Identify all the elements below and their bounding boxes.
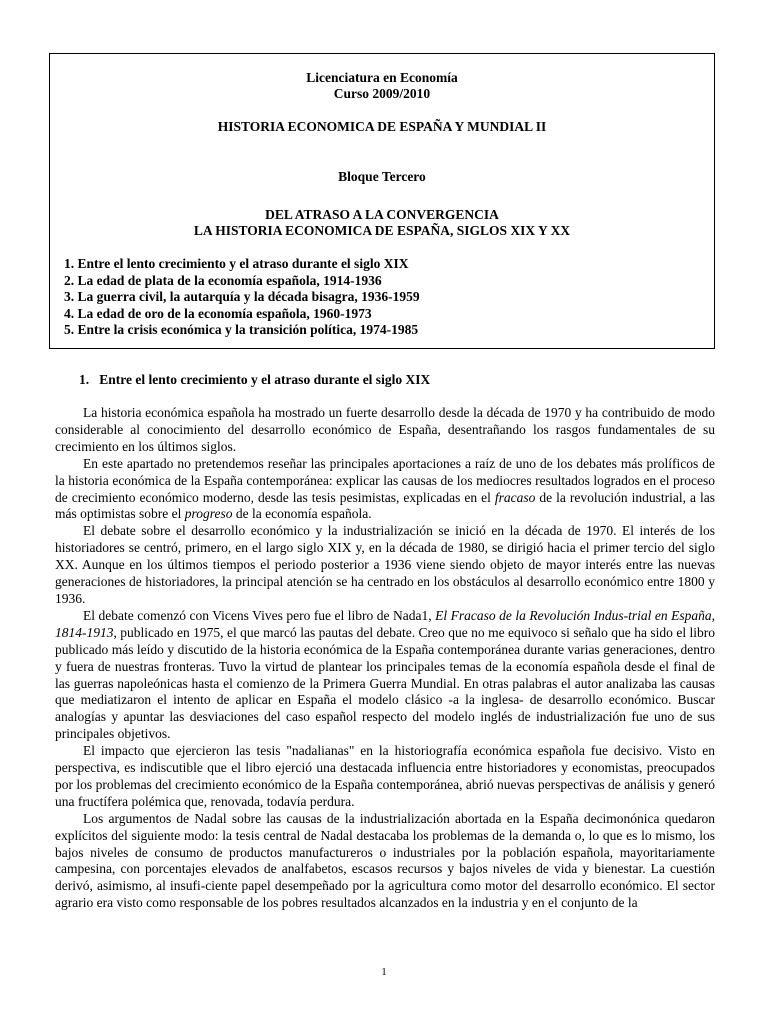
- body-text: [55, 405, 715, 912]
- course-title: HISTORIA ECONOMICA DE ESPAÑA Y MUNDIAL II: [217, 119, 547, 134]
- block-title-2: LA HISTORIA ECONOMICA DE ESPAÑA, SIGLOS XIX Y XX: [193, 222, 571, 238]
- course-year-line: Curso 2009/2010: [333, 85, 431, 101]
- table-of-contents: [64, 256, 700, 339]
- paragraph: El impacto que ejercieron las tesis "nadalianas" en la historiografía económica española fue decisivo. Visto en perspectiva, es indiscutible que el libro ejerció una destacada influencia entre historiadores y economistas, preocupados por los problemas del crecimiento económico de la España contemporánea, abrió nuevas perspectivas de análisis y generó una fructífera polémica que, renovada, todavía perdura.: [55, 743, 715, 809]
- paragraph: En este apartado no pretendemos reseñar las principales aportaciones a raíz de uno de los debates más prolíficos de la historia económica de la España contemporánea: explicar las causas de los mediocres resultados logrados en el proceso de crecimiento económico moderno, desde las tesis pesimistas, explicadas en el fracaso de la revolución industrial, a las más optimistas sobre el progreso de la economía española.: [55, 455, 715, 522]
- toc-item: 2. La edad de plata de la economía española, 1914-1936: [64, 272, 382, 288]
- emphasis: progreso: [184, 506, 233, 522]
- header-box: [49, 53, 715, 349]
- paragraph: El debate comenzó con Vicens Vives pero fue el libro de Nada1, El Fracaso de la Revolución Indus-trial en España, 1814-1913, publicado en 1975, el que marcó las pautas del debate. Creo que no me equivoco si señalo que ha sido el libro publicado más leído y discutido de la historia económica de la España contemporánea durante varias generaciones, dentro y fuera de nuestras fronteras. Tuvo la virtud de plantear los principales temas de la economía española desde el final de las guerras napoleónicas hasta el comienzo de la Primera Guerra Mundial. En otras palabras el autor analizaba las causas que mediatizaron el intento de aplicar en España el modelo clásico -a la inglesa- de desarrollo económico. Buscar analogías y apuntar las desviaciones del caso español respecto del modelo inglés de industrialización fue uno de sus principales objetivos.: [55, 607, 715, 742]
- paragraph: El debate sobre el desarrollo económico y la industrialización se inició en la década de 1970. El interés de los historiadores se centró, primero, en el largo siglo XIX y, en la década de 1980, se dirigió hacia el primer tercio del siglo XX. Aunque en los últimos tiempos el periodo posterior a 1936 viene siendo objeto de mayor interés entre las nuevas generaciones de historiadores, la principal atención se ha centrado en los obstáculos al desarrollo económico entre 1800 y 1936.: [55, 523, 715, 606]
- toc-item: 1. Entre el lento crecimiento y el atraso durante el siglo XIX: [64, 256, 409, 271]
- emphasis: fracaso: [494, 489, 536, 505]
- section-heading: 1. Entre el lento crecimiento y el atraso durante el siglo XIX: [79, 372, 431, 387]
- paragraph: La historia económica española ha mostrado un fuerte desarrollo desde la década de 1970 y ha contribuido de modo considerable al conocimiento del desarrollo económico de España, desentrañando los rasgos fundamentales de su crecimiento en los últimos siglos.: [55, 405, 715, 454]
- block-label: Bloque Tercero: [338, 168, 426, 184]
- degree-line: Licenciatura en Economía: [306, 70, 458, 85]
- toc-item: 5. Entre la crisis económica y la transición política, 1974-1985: [64, 322, 419, 337]
- block-title-1: DEL ATRASO A LA CONVERGENCIA: [265, 207, 499, 222]
- book-title: El Fracaso de la Revolución Indus-trial en España, 1814-1913: [55, 607, 715, 640]
- toc-item: 4. La edad de oro de la economía española, 1960-1973: [64, 305, 372, 321]
- toc-item: 3. La guerra civil, la autarquía y la década bisagra, 1936-1959: [64, 289, 420, 304]
- page-number: 1: [381, 966, 387, 978]
- paragraph: Los argumentos de Nadal sobre las causas de la industrialización abortada en la España decimonónica quedaron explícitos del siguiente modo: la tesis central de Nadal destacaba los problemas de la demanda o, lo que es lo mismo, los bajos niveles de consumo de productos manufactureros o industriales por la población española, mayoritariamente campesina, con porcentajes elevados de analfabetos, escasos recursos y bajos niveles de vida y bienestar. La cuestión derivó, asimismo, al insufi-ciente papel desempeñado por la agricultura como motor del desarrollo económico. El sector agrario era visto como responsable de los pobres resultados alcanzados en la industria y en el conjunto de la: [55, 810, 715, 911]
